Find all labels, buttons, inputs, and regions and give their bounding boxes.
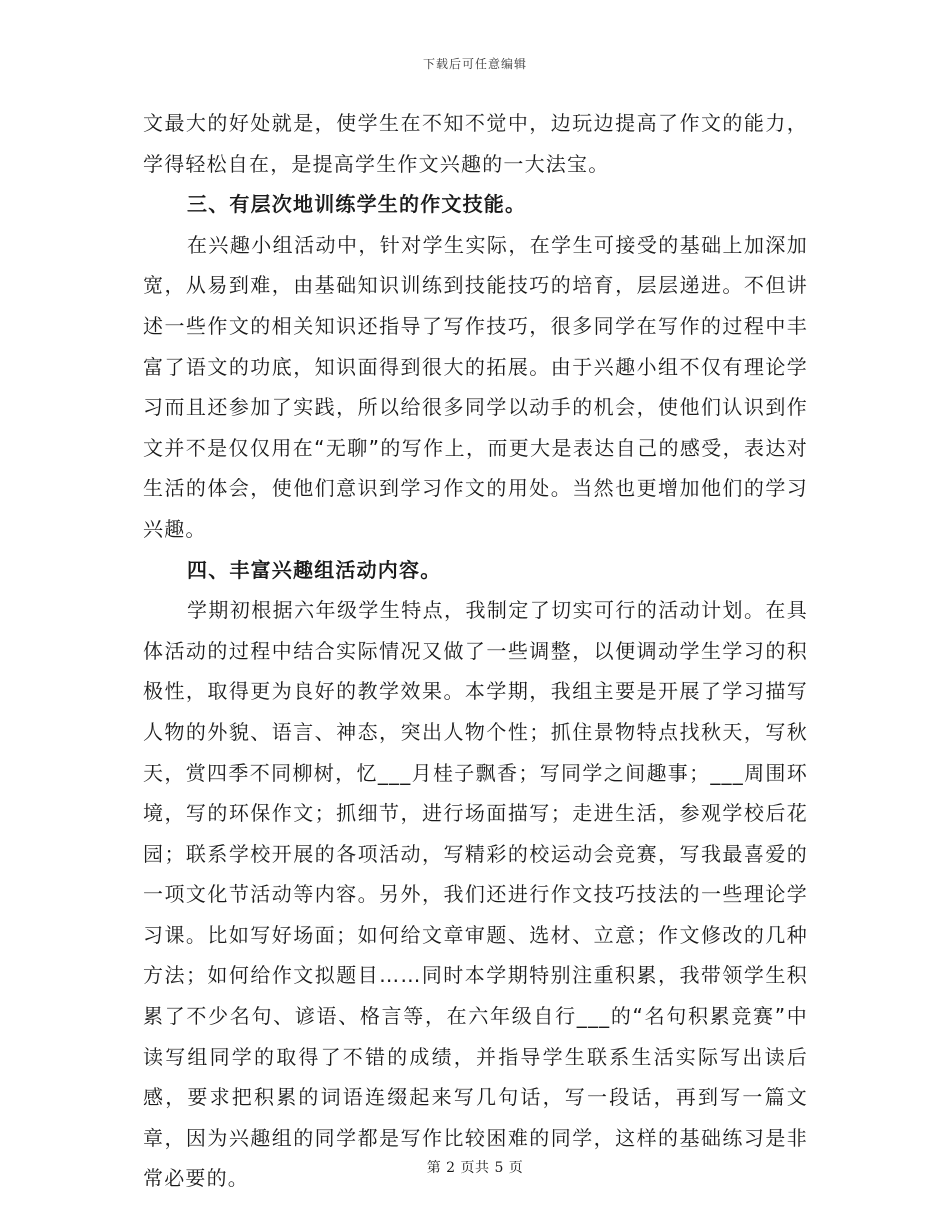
paragraph-continuation: 文最大的好处就是，使学生在不知不觉中，边玩边提高了作文的能力，学得轻松自在，是提高学生作文兴趣的一大法宝。 bbox=[143, 111, 808, 176]
section-heading-4: 四、丰富兴趣组活动内容。 bbox=[187, 557, 442, 582]
document-body bbox=[143, 103, 808, 1199]
paragraph-skills: 在兴趣小组活动中，针对学生实际，在学生可接受的基础上加深加宽，从易到难，由基础知识训练到技能技巧的培育，层层递进。不但讲述一些作文的相关知识还指导了写作技巧，很多同学在写作的过程中丰富了语文的功底，知识面得到很大的拓展。由于兴趣小组不仅有理论学习而且还参加了实践，所以给很多同学以动手的机会，使他们认识到作文并不是仅仅用在“无聊”的写作上，而更大是表达自己的感受，表达对生活的体会，使他们意识到学习作文的用处。当然也更增加他们的学习兴趣。 bbox=[143, 232, 808, 541]
section-heading-3: 三、有层次地训练学生的作文技能。 bbox=[187, 192, 527, 217]
page-footer: 第 2 页共 5 页 bbox=[426, 1160, 524, 1176]
page-header: 下载后可任意编辑 bbox=[422, 57, 527, 71]
paragraph-activities: 学期初根据六年级学生特点，我制定了切实可行的活动计划。在具体活动的过程中结合实际情况又做了一些调整，以便调动学生学习的积极性，取得更为良好的教学效果。本学期，我组主要是开展了学习描写人物的外貌、语言、神态，突出人物个性；抓住景物特点找秋天，写秋天，赏四季不同柳树，忆___月桂子飘香；写同学之间趣事；___周围环境，写的环保作文；抓细节，进行场面描写；走进生活，参观学校后花园；联系学校开展的各项活动，写精彩的校运动会竞赛，写我最喜爱的一项文化节活动等内容。另外，我们还进行作文技巧技法的一些理论学习课。比如写好场面；如何给文章审题、选材、立意；作文修改的几种方法；如何给作文拟题目……同时本学期特别注重积累，我带领学生积累了不少名句、谚语、格言等，在六年级自行___的“名句积累竞赛”中读写组同学的取得了不错的成绩，并指导学生联系生活实际写出读后感，要求把积累的词语连缀起来写几句话，写一段话，再到写一篇文章，因为兴趣组的同学都是写作比较困难的同学，这样的基础练习是非常必要的。 bbox=[143, 598, 808, 1191]
